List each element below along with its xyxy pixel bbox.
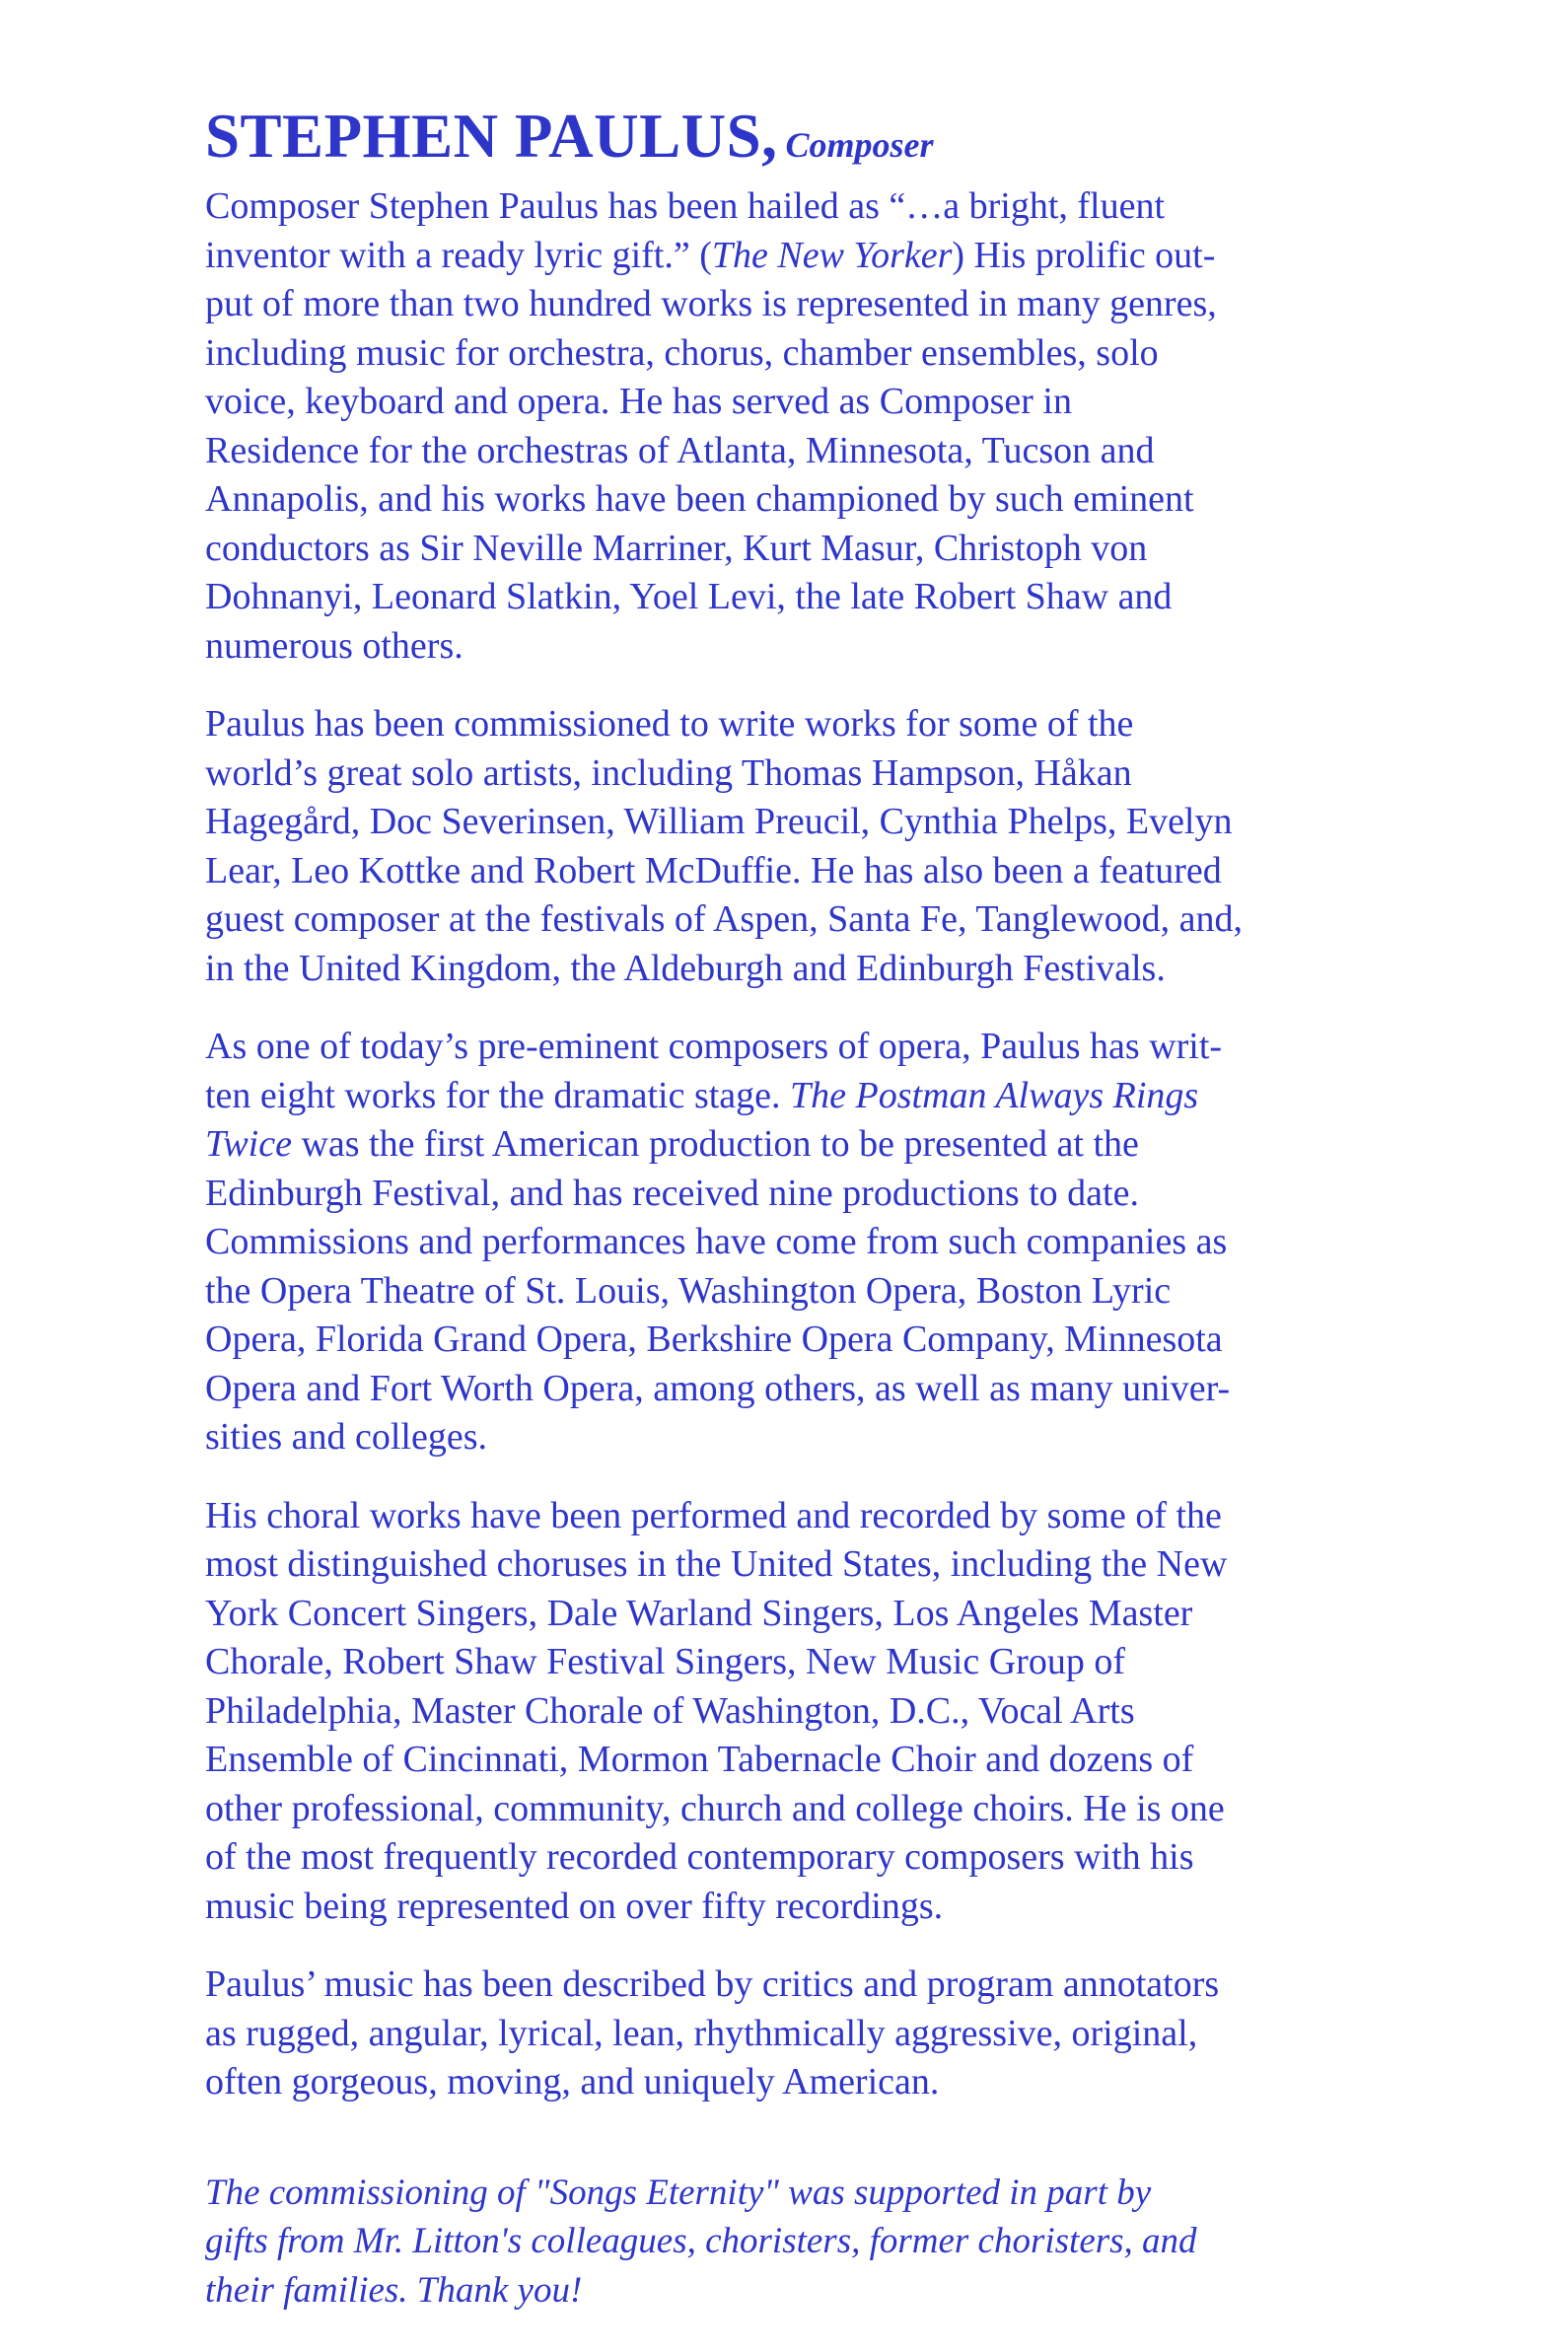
biography-body [205, 182, 1359, 2107]
text-segment: Paulus’ music has been described by critics and program annotators [205, 1963, 1220, 2006]
note-line: The commissioning of "Songs Eternity" was supported in part by [205, 2172, 1152, 2213]
text-segment: often gorgeous, moving, and uniquely American. [205, 2061, 940, 2103]
text-segment: Lear, Leo Kottke and Robert McDuffie. He has also been a featured [205, 849, 1222, 891]
text-line [205, 329, 1359, 379]
text-line [205, 1736, 1359, 1785]
commission-note [205, 2169, 1359, 2316]
text-line [205, 1365, 1359, 1414]
text-segment: world’s great solo artists, including Thomas Hampson, Håkan [205, 751, 1132, 794]
text-segment: including music for orchestra, chorus, chamber ensembles, solo [205, 331, 1159, 374]
composer-name: STEPHEN PAULUS, [205, 102, 778, 171]
text-segment: Annapolis, and his works have been championed by such eminent [205, 478, 1194, 521]
text-line [205, 1492, 1359, 1541]
text-line [205, 1413, 1359, 1462]
text-line [205, 1023, 1359, 1072]
text-line [205, 2058, 1359, 2107]
text-line [205, 622, 1359, 672]
text-segment: put of more than two hundred works is represented in many genres, [205, 283, 1217, 325]
italic-title: The New Yorker [711, 234, 953, 276]
text-line [205, 232, 1359, 281]
bio-paragraph [205, 700, 1359, 993]
bio-paragraph [205, 1023, 1359, 1462]
bio-paragraph [205, 1960, 1359, 2107]
text-segment: Opera, Florida Grand Opera, Berkshire Opera Company, Minnesota [205, 1319, 1223, 1361]
text-line [205, 945, 1359, 994]
text-line [205, 1218, 1359, 1267]
text-line [205, 1316, 1359, 1365]
composer-role: Composer [785, 125, 934, 165]
text-segment: sities and colleges. [205, 1416, 487, 1459]
text-line [205, 427, 1359, 476]
text-line [205, 2010, 1359, 2059]
text-line [205, 475, 1359, 525]
text-line [205, 1883, 1359, 1932]
text-line [205, 525, 1359, 574]
text-line [205, 1170, 1359, 1219]
text-segment: guest composer at the festivals of Aspen, Santa Fe, Tanglewood, and, [205, 898, 1243, 941]
text-segment: Commissions and performances have come from such companies as [205, 1221, 1228, 1263]
text-line [205, 798, 1359, 847]
text-segment: Ensemble of Cincinnati, Mormon Tabernacle Choir and dozens of [205, 1739, 1194, 1781]
text-line [205, 1267, 1359, 1317]
text-line [205, 847, 1359, 896]
text-line [205, 1540, 1359, 1590]
text-segment: Residence for the orchestras of Atlanta, Minnesota, Tucson and [205, 429, 1155, 471]
text-line [205, 1960, 1359, 2010]
page-title [205, 103, 1359, 171]
text-segment: His choral works have been performed and recorded by some of the [205, 1494, 1222, 1536]
text-line [205, 1833, 1359, 1883]
text-segment: conductors as Sir Neville Marriner, Kurt Masur, Christoph von [205, 527, 1148, 569]
italic-title: The Postman Always Rings [790, 1074, 1199, 1116]
text-line [205, 1785, 1359, 1834]
text-segment: Opera and Fort Worth Opera, among others, as well as many univer- [205, 1367, 1231, 1409]
text-segment: Chorale, Robert Shaw Festival Singers, New Music Group of [205, 1641, 1125, 1683]
text-segment: in the United Kingdom, the Aldeburgh and Edinburgh Festivals. [205, 947, 1166, 989]
text-segment: Paulus has been commissioned to write works for some of the [205, 703, 1134, 746]
text-segment: as rugged, angular, lyrical, lean, rhythmically aggressive, original, [205, 2012, 1198, 2054]
text-segment: Hagegård, Doc Severinsen, William Preucil, Cynthia Phelps, Evelyn [205, 801, 1233, 843]
text-line [205, 895, 1359, 945]
text-line [205, 378, 1359, 427]
text-line [205, 1072, 1359, 1121]
text-segment: other professional, community, church and college choirs. He is one [205, 1787, 1225, 1829]
text-line [205, 182, 1359, 232]
bio-paragraph [205, 1492, 1359, 1932]
text-segment: most distinguished choruses in the United States, including the New [205, 1543, 1228, 1586]
text-line [205, 1638, 1359, 1687]
text-line [205, 749, 1359, 799]
text-line [205, 573, 1359, 622]
text-segment: music being represented on over fifty recordings. [205, 1885, 944, 1927]
text-line [205, 1687, 1359, 1737]
italic-title: Twice [205, 1123, 292, 1166]
text-segment: Philadelphia, Master Chorale of Washington, D.C., Vocal Arts [205, 1689, 1135, 1732]
text-line [205, 700, 1359, 749]
note-line: gifts from Mr. Litton's colleagues, choristers, former choristers, and [205, 2221, 1197, 2262]
text-segment: ) His prolific out- [952, 234, 1216, 276]
text-segment: York Concert Singers, Dale Warland Singers, Los Angeles Master [205, 1592, 1193, 1634]
note-line: their families. Thank you! [205, 2269, 583, 2311]
text-line [205, 1120, 1359, 1170]
bio-paragraph [205, 182, 1359, 671]
text-line [205, 1590, 1359, 1639]
text-segment: Edinburgh Festival, and has received nine productions to date. [205, 1172, 1139, 1214]
biography-page [205, 103, 1359, 2315]
text-line [205, 280, 1359, 329]
text-segment: of the most frequently recorded contemporary composers with his [205, 1836, 1194, 1879]
text-segment: As one of today’s pre-eminent composers of opera, Paulus has writ- [205, 1026, 1223, 1068]
text-segment: voice, keyboard and opera. He has served as Composer in [205, 381, 1072, 423]
text-segment: Dohnanyi, Leonard Slatkin, Yoel Levi, the late Robert Shaw and [205, 576, 1173, 618]
text-segment: Composer Stephen Paulus has been hailed as “…a bright, fluent [205, 185, 1166, 228]
text-segment: inventor with a ready lyric gift.” ( [205, 234, 712, 276]
text-segment: was the first American production to be presented at the [291, 1123, 1139, 1166]
text-segment: the Opera Theatre of St. Louis, Washington Opera, Boston Lyric [205, 1269, 1172, 1312]
text-segment: ten eight works for the dramatic stage. [205, 1074, 791, 1116]
text-segment: numerous others. [205, 624, 463, 667]
